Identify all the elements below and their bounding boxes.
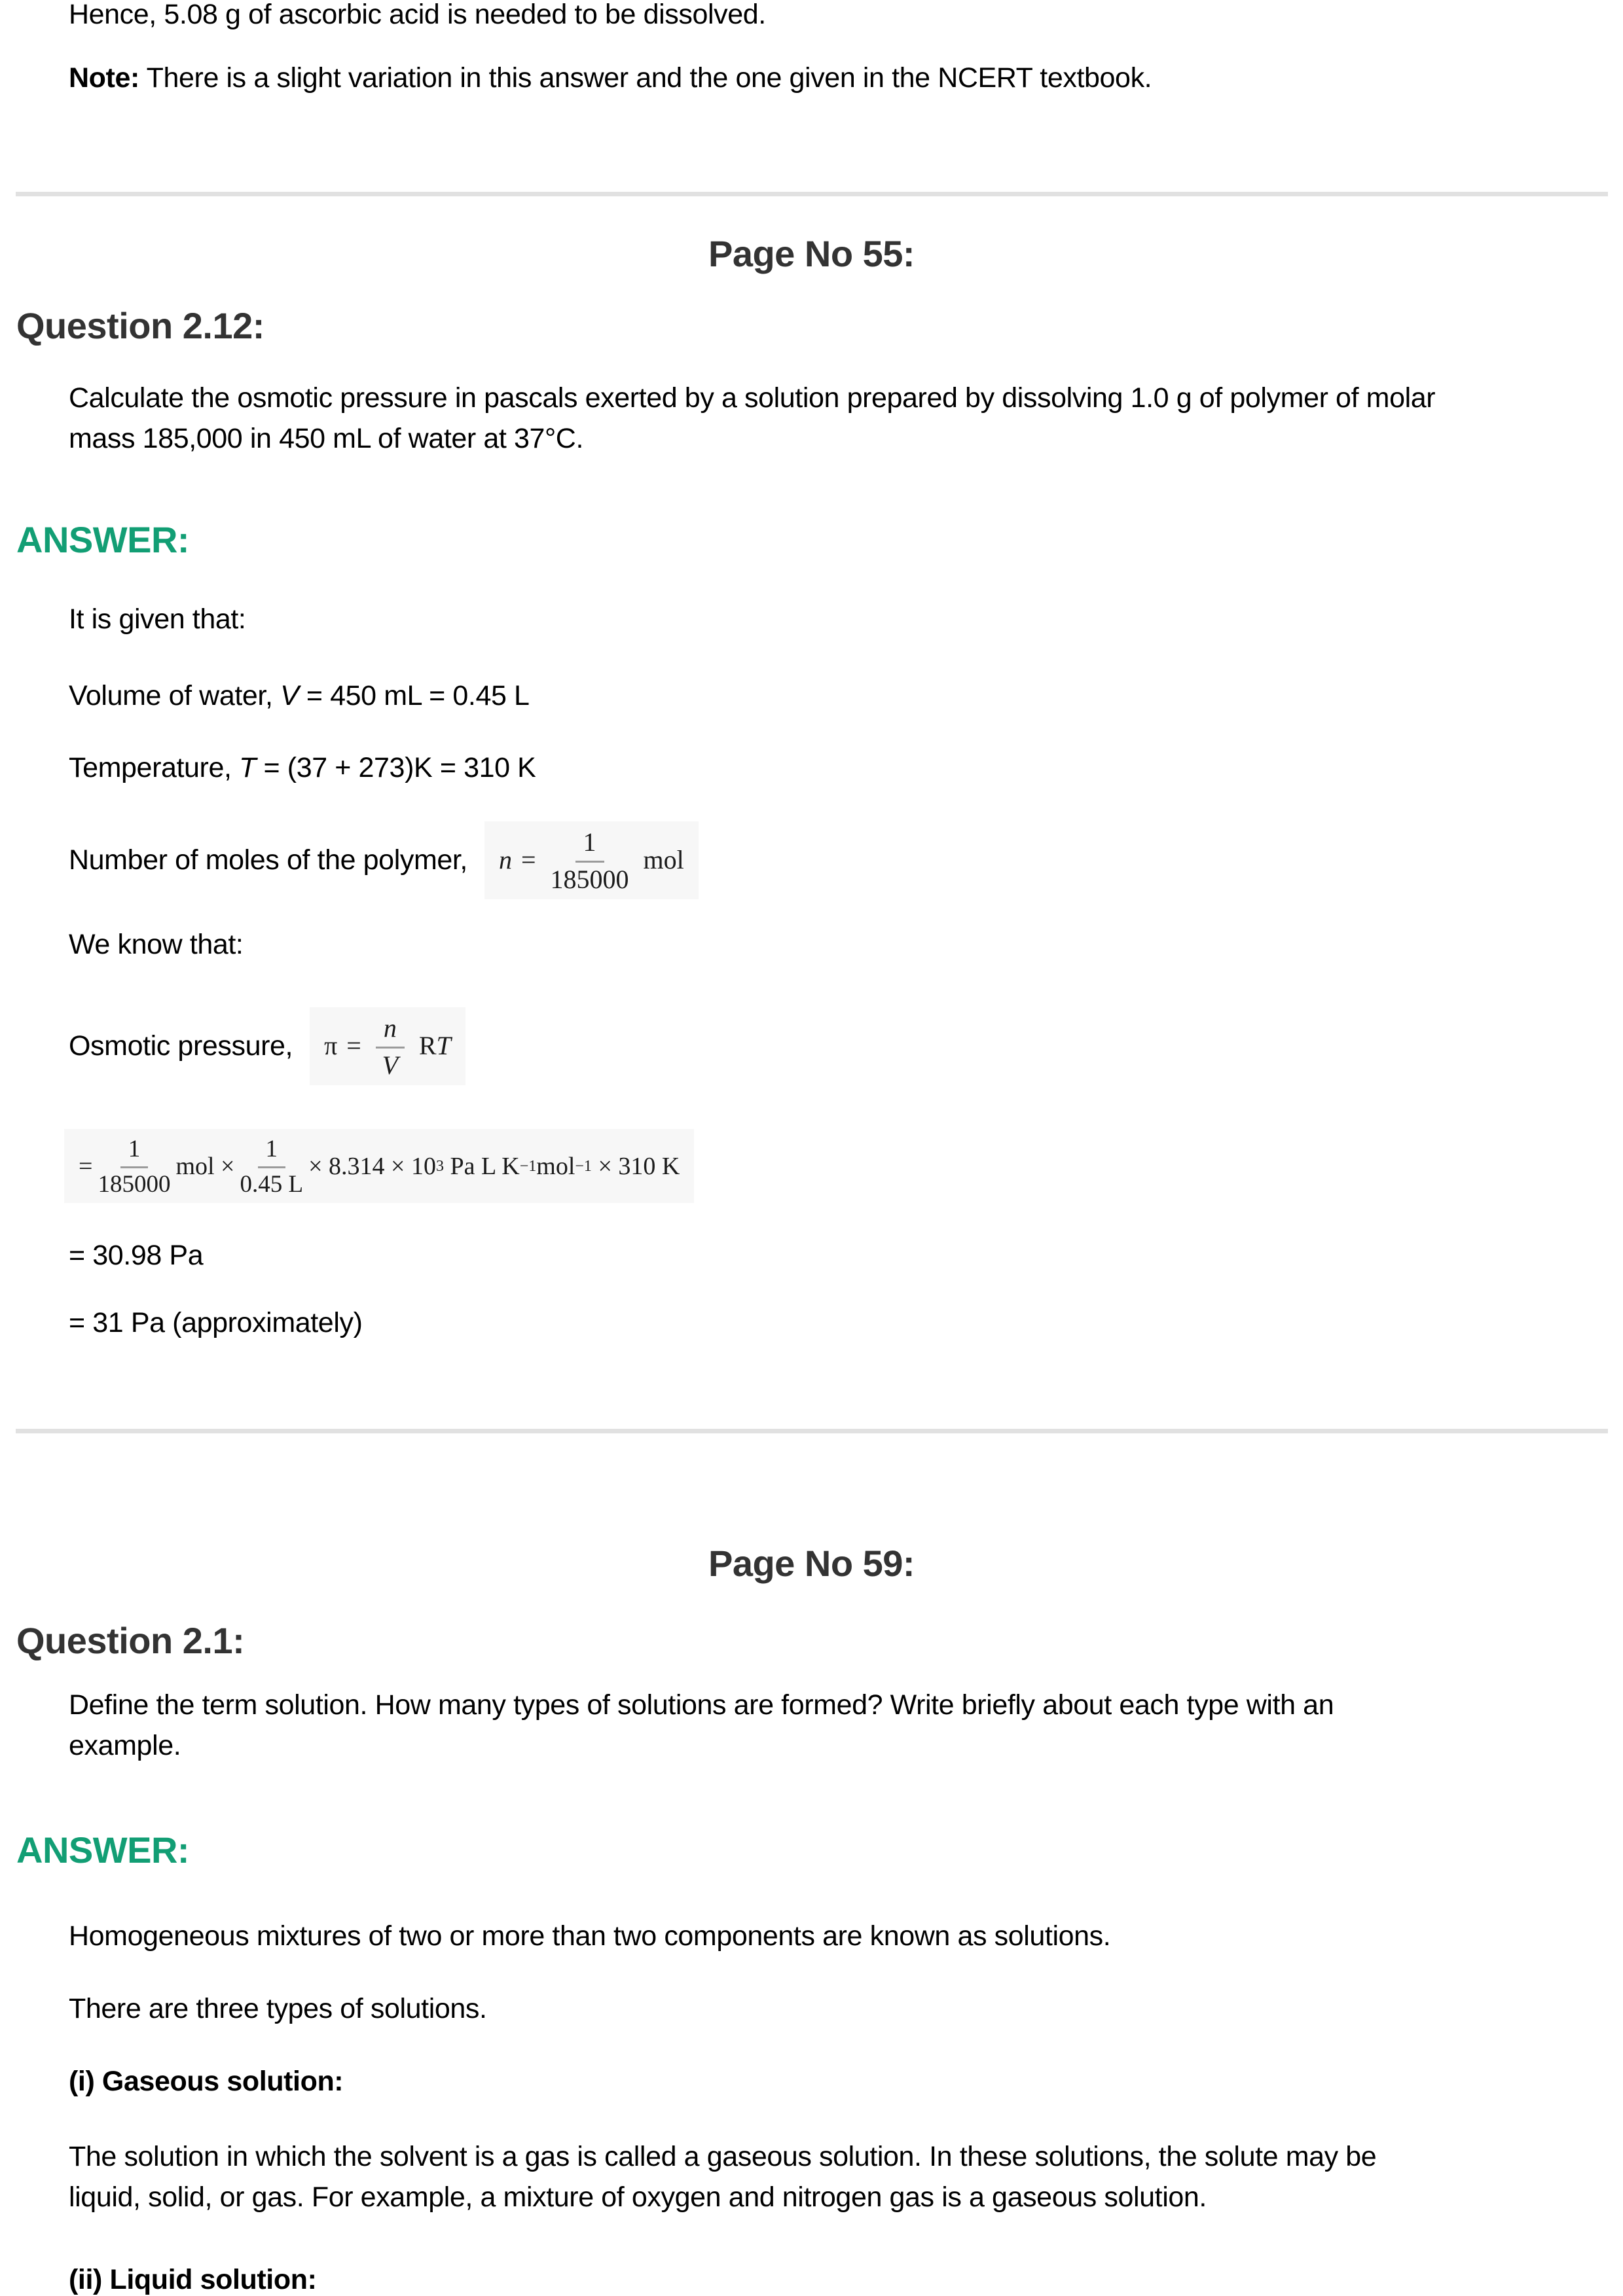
equals-sign: =: [346, 1031, 361, 1060]
gaseous-solution-text: [69, 2136, 1376, 2217]
note-text: There is a slight variation in this answer and the one given in the NCERT textbook.: [139, 62, 1152, 94]
fraction: [376, 1014, 405, 1079]
gaseous-line: The solution in which the solvent is a gas is called a gaseous solution. In these solutions, the solute may be: [69, 2141, 1377, 2172]
types-count-text: There are three types of solutions.: [69, 1993, 487, 2024]
fraction-denominator: 185000: [550, 864, 629, 894]
formula-mol-times: mol ×: [175, 1152, 235, 1180]
volume-line: [69, 682, 530, 710]
fraction: [551, 828, 629, 893]
fraction: [240, 1136, 303, 1196]
osmotic-prefix: Osmotic pressure,: [69, 1030, 293, 1062]
fraction-denominator: 185000: [98, 1171, 171, 1198]
formula-gas-constant: × 8.314 × 10: [308, 1152, 436, 1180]
page-number-heading-55: Page No 55:: [708, 233, 915, 274]
we-know-intro: We know that:: [69, 929, 244, 960]
fraction-denominator: V: [382, 1050, 399, 1080]
fraction: [98, 1136, 170, 1196]
volume-value: = 450 mL = 0.45 L: [299, 680, 530, 711]
definition-text: Homogeneous mixtures of two or more than two components are known as solutions.: [69, 1920, 1111, 1952]
result-value: = 30.98 Pa: [69, 1240, 204, 1271]
formula-unit: mol: [643, 845, 684, 874]
question-heading-2-12: Question 2.12:: [16, 305, 264, 346]
question-text-2-12: [69, 378, 1435, 459]
given-intro: It is given that:: [69, 603, 246, 635]
equals-sign: =: [79, 1152, 93, 1180]
question-line: Calculate the osmotic pressure in pascals exerted by a solution prepared by dissolving 1.0 g of polymer of molar: [69, 382, 1436, 414]
conclusion-text: Hence, 5.08 g of ascorbic acid is needed to be dissolved.: [69, 0, 766, 30]
gaseous-solution-heading: (i) Gaseous solution:: [69, 2066, 344, 2097]
fraction-numerator: n: [376, 1014, 405, 1049]
question-line: Define the term solution. How many types of solutions are formed? Write briefly about each type with an: [69, 1689, 1334, 1721]
moles-row: [69, 816, 699, 905]
temperature-prefix: Temperature,: [69, 752, 240, 783]
moles-prefix: Number of moles of the polymer,: [69, 844, 467, 876]
fraction-numerator: 1: [258, 1136, 286, 1168]
temperature-t: T: [436, 1031, 451, 1060]
fraction-denominator: 0.45 L: [240, 1171, 304, 1198]
note-label: Note:: [69, 62, 139, 94]
gas-constant-r: R: [418, 1031, 437, 1060]
osmotic-row: [69, 1001, 465, 1090]
note-line: [69, 64, 1152, 92]
fraction-numerator: 1: [120, 1136, 149, 1168]
answer-heading: ANSWER:: [16, 1829, 190, 1871]
page-number-heading-59: Page No 59:: [708, 1543, 915, 1584]
result-approx: = 31 Pa (approximately): [69, 1307, 363, 1338]
calculation-formula-image: = $\frac{1}{185000}$ mol × $\frac{1}{0.45 L}$ × 8.314 × 10 3 Pa L K −1 mol −1 × 310 K: [64, 1129, 694, 1203]
answer-heading: ANSWER:: [16, 519, 190, 560]
question-line: example.: [69, 1730, 181, 1761]
question-line: mass 185,000 in 450 mL of water at 37°C.: [69, 423, 583, 454]
temperature-line: [69, 754, 536, 782]
formula-variable-n: n: [498, 845, 512, 874]
equals-sign: =: [520, 845, 536, 874]
section-divider: [16, 192, 1608, 196]
formula-symbol-pi: π: [324, 1031, 338, 1060]
formula-units: Pa L K: [443, 1152, 520, 1180]
formula-units: mol: [536, 1152, 575, 1180]
temperature-value: = (37 + 273)K = 310 K: [255, 752, 536, 783]
volume-prefix: Volume of water,: [69, 680, 281, 711]
section-divider: [16, 1429, 1608, 1433]
gaseous-line: liquid, solid, or gas. For example, a mixture of oxygen and nitrogen gas is a gaseous solution.: [69, 2181, 1207, 2213]
osmotic-formula-image: [310, 1007, 465, 1085]
question-text-2-1: [69, 1685, 1334, 1766]
volume-variable: V: [280, 680, 299, 711]
formula-temperature: × 310 K: [591, 1152, 680, 1180]
question-heading-2-1: Question 2.1:: [16, 1620, 245, 1661]
fraction-numerator: 1: [575, 828, 604, 863]
temperature-variable: T: [239, 752, 256, 783]
moles-formula-image: [484, 821, 699, 899]
liquid-solution-heading: (ii) Liquid solution:: [69, 2264, 317, 2295]
